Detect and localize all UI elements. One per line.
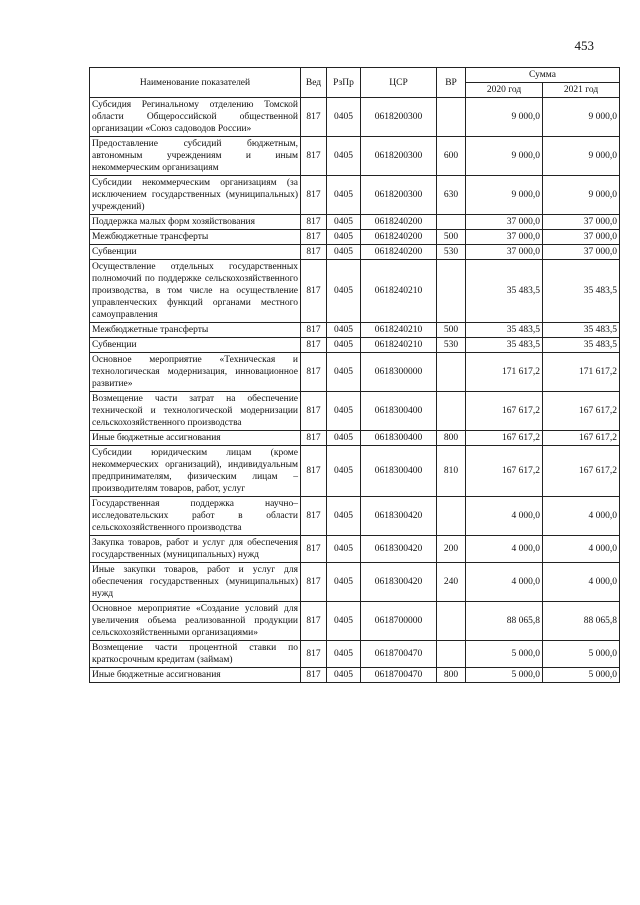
- cell-sum-2021: 35 483,5: [543, 323, 620, 338]
- cell-ved: 817: [301, 602, 327, 641]
- cell-ved: 817: [301, 338, 327, 353]
- table-row: [90, 215, 620, 230]
- cell-rzpr: 0405: [327, 668, 361, 683]
- cell-sum-2021: 167 617,2: [543, 446, 620, 497]
- cell-ved: 817: [301, 176, 327, 215]
- cell-vr: [437, 215, 466, 230]
- header-name: Наименование показателей: [90, 68, 301, 98]
- cell-name: Субсидии некоммерческим организациям (за исключением государственных (муниципальных) учреждений): [90, 176, 301, 215]
- table-row: [90, 497, 620, 536]
- cell-name: Возмещение части затрат на обеспечение технической и технологической модернизации сельскохозяйственного производства: [90, 392, 301, 431]
- cell-name: Субвенции: [90, 245, 301, 260]
- cell-ved: 817: [301, 98, 327, 137]
- cell-name: Межбюджетные трансферты: [90, 323, 301, 338]
- cell-rzpr: 0405: [327, 353, 361, 392]
- cell-rzpr: 0405: [327, 392, 361, 431]
- table-row: [90, 137, 620, 176]
- table-row: [90, 176, 620, 215]
- header-vr: ВР: [437, 68, 466, 98]
- header-sum: Сумма: [466, 68, 620, 83]
- cell-rzpr: 0405: [327, 497, 361, 536]
- cell-sum-2020: 37 000,0: [466, 245, 543, 260]
- cell-name: Межбюджетные трансферты: [90, 230, 301, 245]
- cell-rzpr: 0405: [327, 446, 361, 497]
- cell-name: Предоставление субсидий бюджетным, автономным учреждениям и иным некоммерческим организациям: [90, 137, 301, 176]
- page-number: 453: [574, 38, 594, 53]
- cell-rzpr: 0405: [327, 338, 361, 353]
- cell-sum-2021: 171 617,2: [543, 353, 620, 392]
- cell-rzpr: 0405: [327, 563, 361, 602]
- cell-ved: 817: [301, 668, 327, 683]
- cell-sum-2020: 171 617,2: [466, 353, 543, 392]
- table-row: [90, 260, 620, 323]
- cell-rzpr: 0405: [327, 260, 361, 323]
- cell-vr: [437, 497, 466, 536]
- cell-name: Субвенции: [90, 338, 301, 353]
- cell-sum-2020: 37 000,0: [466, 215, 543, 230]
- cell-csr: 0618240210: [361, 260, 437, 323]
- cell-rzpr: 0405: [327, 323, 361, 338]
- cell-vr: 600: [437, 137, 466, 176]
- cell-csr: 0618240200: [361, 245, 437, 260]
- cell-sum-2021: 9 000,0: [543, 137, 620, 176]
- cell-csr: 0618200300: [361, 137, 437, 176]
- cell-vr: 200: [437, 536, 466, 563]
- cell-name: Государственная поддержка научно–исследовательских работ в области сельскохозяйственного производства: [90, 497, 301, 536]
- cell-sum-2021: 88 065,8: [543, 602, 620, 641]
- cell-ved: 817: [301, 260, 327, 323]
- table-row: [90, 323, 620, 338]
- table-row: [90, 536, 620, 563]
- table-body: [90, 98, 620, 683]
- cell-sum-2020: 4 000,0: [466, 563, 543, 602]
- table-row: [90, 563, 620, 602]
- cell-sum-2020: 5 000,0: [466, 668, 543, 683]
- cell-sum-2020: 88 065,8: [466, 602, 543, 641]
- cell-csr: 0618700470: [361, 668, 437, 683]
- cell-vr: 630: [437, 176, 466, 215]
- header-ved: Вед: [301, 68, 327, 98]
- cell-csr: 0618300420: [361, 497, 437, 536]
- cell-name: Иные бюджетные ассигнования: [90, 431, 301, 446]
- cell-rzpr: 0405: [327, 176, 361, 215]
- cell-sum-2020: 167 617,2: [466, 431, 543, 446]
- table-row: [90, 98, 620, 137]
- cell-vr: 500: [437, 230, 466, 245]
- cell-vr: 530: [437, 245, 466, 260]
- cell-name: Субсидия Регинальному отделению Томской области Общероссийской общественной организации «Союз садоводов России»: [90, 98, 301, 137]
- cell-rzpr: 0405: [327, 602, 361, 641]
- cell-sum-2021: 4 000,0: [543, 563, 620, 602]
- cell-name: Возмещение части процентной ставки по краткосрочным кредитам (займам): [90, 641, 301, 668]
- cell-name: Осуществление отдельных государственных полномочий по поддержке сельскохозяйственного производства, в том числе на осуществление управленческих функций органами местного самоуправления: [90, 260, 301, 323]
- cell-vr: [437, 641, 466, 668]
- table-row: [90, 668, 620, 683]
- cell-name: Закупка товаров, работ и услуг для обеспечения государственных (муниципальных) нужд: [90, 536, 301, 563]
- cell-sum-2020: 4 000,0: [466, 497, 543, 536]
- cell-vr: 500: [437, 323, 466, 338]
- cell-sum-2021: 167 617,2: [543, 392, 620, 431]
- cell-sum-2021: 5 000,0: [543, 668, 620, 683]
- cell-name: Основное мероприятие «Техническая и технологическая модернизация, инновационное развитие»: [90, 353, 301, 392]
- cell-vr: 800: [437, 431, 466, 446]
- cell-sum-2021: 9 000,0: [543, 98, 620, 137]
- cell-sum-2020: 4 000,0: [466, 536, 543, 563]
- cell-csr: 0618240200: [361, 230, 437, 245]
- cell-sum-2021: 37 000,0: [543, 230, 620, 245]
- cell-csr: 0618240200: [361, 215, 437, 230]
- cell-ved: 817: [301, 392, 327, 431]
- cell-vr: 800: [437, 668, 466, 683]
- cell-sum-2020: 9 000,0: [466, 98, 543, 137]
- cell-vr: 240: [437, 563, 466, 602]
- cell-vr: 530: [437, 338, 466, 353]
- cell-sum-2020: 35 483,5: [466, 260, 543, 323]
- cell-vr: [437, 98, 466, 137]
- header-csr: ЦСР: [361, 68, 437, 98]
- table-row: [90, 446, 620, 497]
- cell-sum-2020: 37 000,0: [466, 230, 543, 245]
- cell-rzpr: 0405: [327, 230, 361, 245]
- table-row: [90, 245, 620, 260]
- cell-ved: 817: [301, 497, 327, 536]
- cell-name: Поддержка малых форм хозяйствования: [90, 215, 301, 230]
- cell-vr: [437, 392, 466, 431]
- cell-vr: [437, 602, 466, 641]
- cell-ved: 817: [301, 641, 327, 668]
- cell-sum-2021: 37 000,0: [543, 245, 620, 260]
- cell-csr: 0618700000: [361, 602, 437, 641]
- cell-sum-2020: 167 617,2: [466, 392, 543, 431]
- cell-sum-2020: 167 617,2: [466, 446, 543, 497]
- cell-csr: 0618300400: [361, 446, 437, 497]
- cell-ved: 817: [301, 215, 327, 230]
- table-header: [90, 68, 620, 98]
- cell-name: Субсидии юридическим лицам (кроме некоммерческих организаций), индивидуальным предпринимателям, физическим лицам – производителям товаров, работ, услуг: [90, 446, 301, 497]
- cell-csr: 0618240210: [361, 323, 437, 338]
- cell-csr: 0618240210: [361, 338, 437, 353]
- cell-rzpr: 0405: [327, 536, 361, 563]
- table-row: [90, 230, 620, 245]
- header-year-2021: 2021 год: [543, 83, 620, 98]
- cell-csr: 0618300400: [361, 392, 437, 431]
- cell-name: Иные закупки товаров, работ и услуг для обеспечения государственных (муниципальных) нужд: [90, 563, 301, 602]
- table-row: [90, 392, 620, 431]
- cell-sum-2020: 9 000,0: [466, 137, 543, 176]
- cell-csr: 0618200300: [361, 98, 437, 137]
- cell-name: Иные бюджетные ассигнования: [90, 668, 301, 683]
- cell-ved: 817: [301, 230, 327, 245]
- cell-csr: 0618300000: [361, 353, 437, 392]
- cell-ved: 817: [301, 323, 327, 338]
- cell-csr: 0618300420: [361, 563, 437, 602]
- cell-name: Основное мероприятие «Создание условий для увеличения объема реализованной продукции сельскохозяйственными организациями»: [90, 602, 301, 641]
- header-year-2020: 2020 год: [466, 83, 543, 98]
- table-row: [90, 353, 620, 392]
- cell-ved: 817: [301, 137, 327, 176]
- cell-vr: 810: [437, 446, 466, 497]
- cell-sum-2021: 5 000,0: [543, 641, 620, 668]
- cell-vr: [437, 353, 466, 392]
- cell-sum-2021: 35 483,5: [543, 260, 620, 323]
- cell-csr: 0618300400: [361, 431, 437, 446]
- cell-vr: [437, 260, 466, 323]
- cell-ved: 817: [301, 563, 327, 602]
- cell-sum-2021: 4 000,0: [543, 536, 620, 563]
- cell-sum-2021: 4 000,0: [543, 497, 620, 536]
- cell-rzpr: 0405: [327, 641, 361, 668]
- table-row: [90, 338, 620, 353]
- cell-ved: 817: [301, 446, 327, 497]
- cell-sum-2020: 9 000,0: [466, 176, 543, 215]
- table-row: [90, 602, 620, 641]
- cell-sum-2021: 35 483,5: [543, 338, 620, 353]
- cell-csr: 0618700470: [361, 641, 437, 668]
- cell-csr: 0618200300: [361, 176, 437, 215]
- cell-rzpr: 0405: [327, 98, 361, 137]
- cell-ved: 817: [301, 245, 327, 260]
- cell-sum-2021: 167 617,2: [543, 431, 620, 446]
- budget-table: [89, 67, 620, 683]
- cell-csr: 0618300420: [361, 536, 437, 563]
- header-rzpr: РзПр: [327, 68, 361, 98]
- cell-sum-2020: 35 483,5: [466, 323, 543, 338]
- cell-rzpr: 0405: [327, 431, 361, 446]
- cell-sum-2020: 35 483,5: [466, 338, 543, 353]
- cell-ved: 817: [301, 536, 327, 563]
- table-row: [90, 431, 620, 446]
- cell-ved: 817: [301, 353, 327, 392]
- cell-rzpr: 0405: [327, 137, 361, 176]
- cell-sum-2021: 37 000,0: [543, 215, 620, 230]
- table-row: [90, 641, 620, 668]
- cell-rzpr: 0405: [327, 215, 361, 230]
- cell-rzpr: 0405: [327, 245, 361, 260]
- cell-sum-2020: 5 000,0: [466, 641, 543, 668]
- cell-sum-2021: 9 000,0: [543, 176, 620, 215]
- cell-ved: 817: [301, 431, 327, 446]
